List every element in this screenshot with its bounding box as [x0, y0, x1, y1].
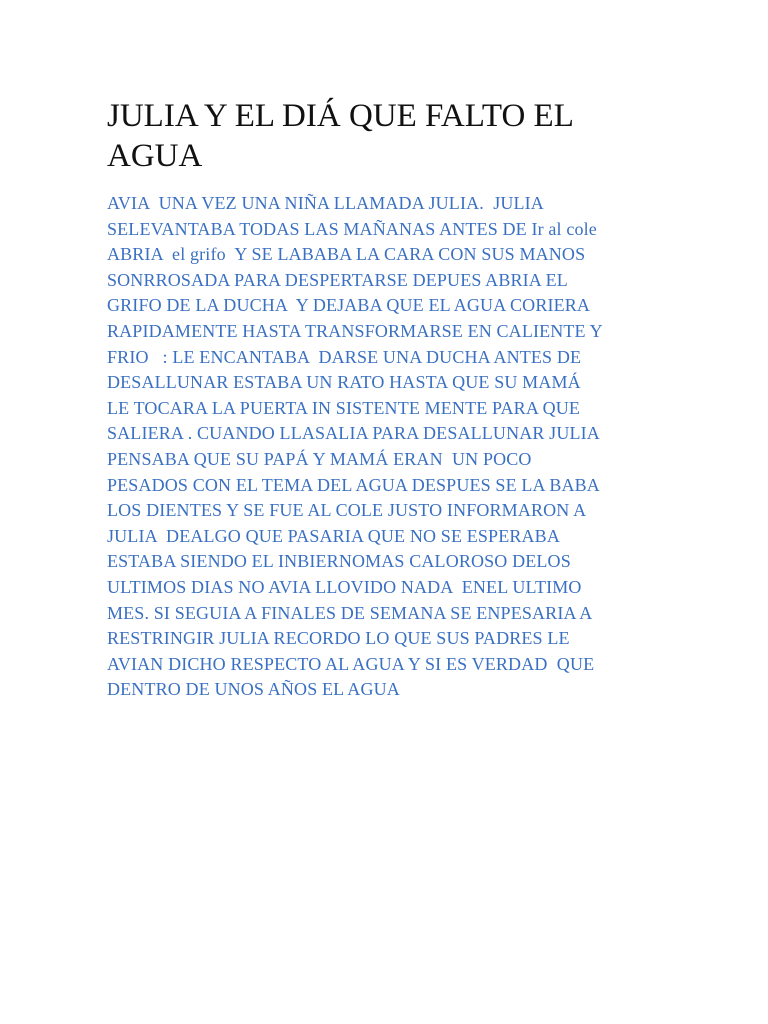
body-line: DENTRO DE UNOS AÑOS EL AGUA	[107, 679, 400, 700]
body-line: PESADOS CON EL TEMA DEL AGUA DESPUES SE LA BABA	[107, 474, 600, 495]
body-line: RAPIDAMENTE HASTA TRANSFORMARSE EN CALIENTE Y	[107, 320, 603, 341]
body-line: GRIFO DE LA DUCHA Y DEJABA QUE EL AGUA CORIERA	[107, 295, 591, 316]
body-line: DESALLUNAR ESTABA UN RATO HASTA QUE SU MAMÁ	[107, 372, 581, 393]
body-line: RESTRINGIR JULIA RECORDO LO QUE SUS PADRES LE	[107, 628, 570, 649]
body-line: SALIERA . CUANDO LLASALIA PARA DESALLUNAR JULIA	[107, 423, 600, 444]
document-body	[107, 191, 707, 703]
body-line: ULTIMOS DIAS NO AVIA LLOVIDO NADA ENEL ULTIMO	[107, 576, 582, 597]
body-line: JULIA DEALGO QUE PASARIA QUE NO SE ESPERABA	[107, 525, 560, 546]
body-line: LE TOCARA LA PUERTA IN SISTENTE MENTE PARA QUE	[107, 397, 581, 418]
body-line: LOS DIENTES Y SE FUE AL COLE JUSTO INFORMARON A	[107, 500, 587, 521]
body-line: ESTABA SIENDO EL INBIERNOMAS CALOROSO DELOS	[107, 551, 571, 572]
body-line: SONRROSADA PARA DESPERTARSE DEPUES ABRIA EL	[107, 269, 568, 290]
body-line: AVIA UNA VEZ UNA NIÑA LLAMADA JULIA. JULIA	[107, 193, 544, 213]
body-line: PENSABA QUE SU PAPÁ Y MAMÁ ERAN UN POCO	[107, 448, 532, 469]
body-line: ABRIA el grifo Y SE LABABA LA CARA CON SUS MANOS	[107, 244, 586, 265]
body-line: AVIAN DICHO RESPECTO AL AGUA Y SI ES VERDAD QUE	[107, 653, 595, 674]
document-title: JULIA Y EL DIÁ QUE FALTO EL AGUA	[107, 98, 574, 174]
body-line: FRIO : LE ENCANTABA DARSE UNA DUCHA ANTES DE	[107, 346, 582, 367]
body-line: SELEVANTABA TODAS LAS MAÑANAS ANTES DE Ir al cole	[107, 218, 597, 239]
body-line: MES. SI SEGUIA A FINALES DE SEMANA SE ENPESARIA A	[107, 602, 593, 623]
